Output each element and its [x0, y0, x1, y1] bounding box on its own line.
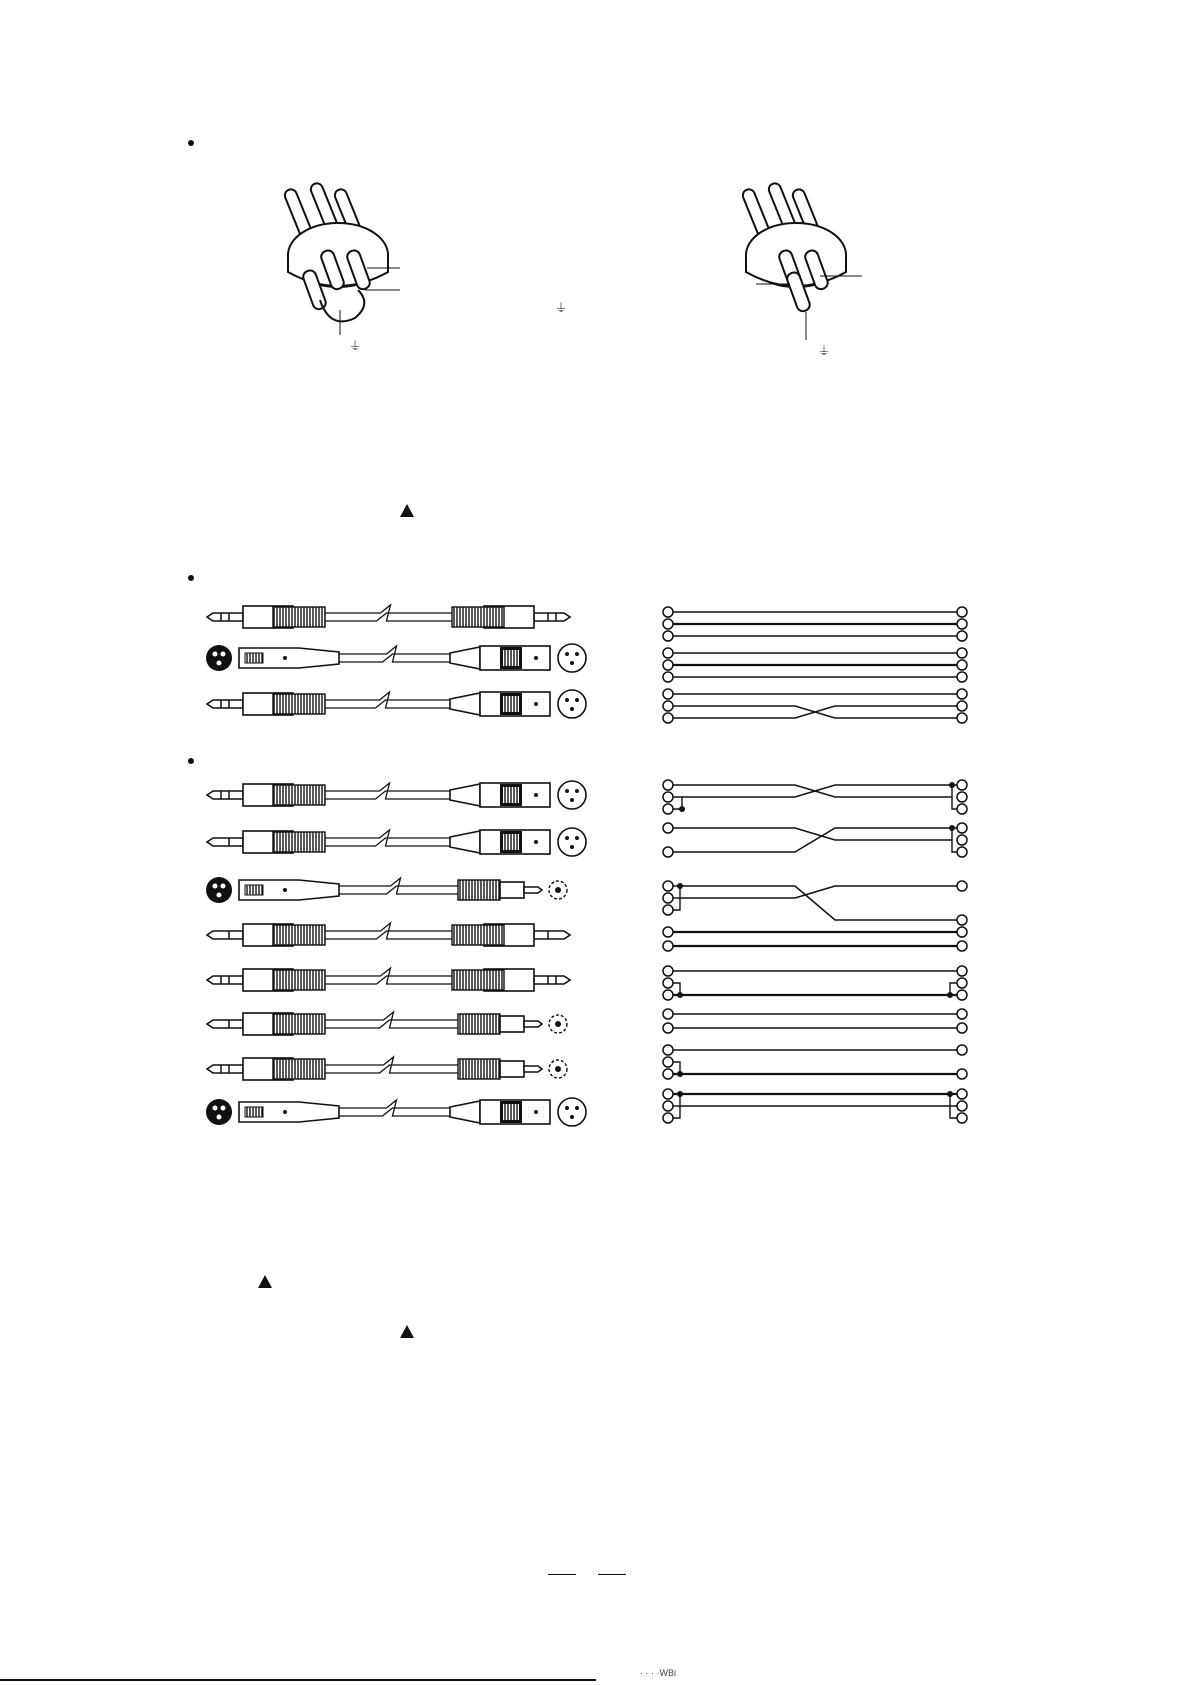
- junction-dot: [947, 1091, 953, 1097]
- terminal: [663, 1069, 673, 1079]
- terminal: [663, 1009, 673, 1019]
- ground-symbol-right: ⏚: [818, 344, 831, 358]
- wiring-b7: [663, 1089, 967, 1123]
- terminal: [663, 881, 673, 891]
- terminal: [957, 792, 967, 802]
- ts-jack-plug: [207, 831, 325, 853]
- ground-symbol-left: ⏚: [349, 339, 362, 353]
- cable-b6: [207, 1057, 567, 1080]
- wire: [668, 886, 962, 898]
- xlr-male-plug: [450, 644, 586, 672]
- cable-b4: [207, 968, 570, 991]
- wire: [668, 785, 962, 797]
- terminal: [663, 905, 673, 915]
- terminal: [663, 672, 673, 682]
- ts-jack-plug: [207, 1013, 325, 1035]
- terminal: [663, 966, 673, 976]
- footer-mark: · · · ·WBi: [640, 1668, 676, 1678]
- terminal: [663, 689, 673, 699]
- plug-right-figure: [741, 182, 862, 340]
- terminal: [957, 835, 967, 845]
- wire: [668, 706, 962, 718]
- terminal: [957, 701, 967, 711]
- terminal: [663, 1057, 673, 1067]
- cable-a0: [207, 605, 570, 628]
- terminal: [663, 990, 673, 1000]
- cable-a2: [207, 690, 586, 718]
- terminal: [663, 1023, 673, 1033]
- terminal: [957, 1089, 967, 1099]
- terminal: [957, 847, 967, 857]
- trs-jack-plug: [452, 606, 570, 628]
- cable-b3: [207, 923, 570, 946]
- terminal: [663, 631, 673, 641]
- terminal: [957, 619, 967, 629]
- wiring-b2: [663, 881, 967, 925]
- terminal: [663, 780, 673, 790]
- cable-b0: [207, 781, 586, 809]
- xlr-male-plug: [450, 781, 586, 809]
- terminal: [663, 1045, 673, 1055]
- terminal: [663, 619, 673, 629]
- junction-dot: [949, 782, 955, 788]
- trs-jack-plug: [207, 693, 325, 715]
- terminal: [957, 648, 967, 658]
- ts-jack-plug: [452, 924, 570, 946]
- terminal: [663, 927, 673, 937]
- terminal: [663, 701, 673, 711]
- junction-dot: [949, 825, 955, 831]
- terminal: [957, 689, 967, 699]
- xlr-female-plug: [206, 1099, 339, 1125]
- terminal: [663, 713, 673, 723]
- wire: [668, 828, 952, 840]
- xlr-male-plug: [450, 690, 586, 718]
- ts-jack-plug: [207, 924, 325, 946]
- terminal: [957, 978, 967, 988]
- rca-plug: [458, 1014, 567, 1034]
- terminal: [957, 1009, 967, 1019]
- wire: [668, 886, 962, 920]
- terminal: [957, 631, 967, 641]
- terminal: [957, 915, 967, 925]
- page-number-dash-right: [598, 1574, 626, 1575]
- terminal: [957, 660, 967, 670]
- cable-b5: [207, 1012, 567, 1035]
- cable-a1: [206, 644, 586, 672]
- rca-plug: [458, 880, 567, 900]
- trs-jack-plug: [452, 969, 570, 991]
- trs-jack-plug: [207, 969, 325, 991]
- junction-dot: [677, 992, 683, 998]
- wiring-b0: [663, 780, 967, 814]
- plug-left-figure: [283, 182, 400, 335]
- terminal: [663, 1113, 673, 1123]
- wiring-b1: [663, 823, 967, 857]
- wire: [668, 785, 952, 797]
- terminal: [663, 941, 673, 951]
- wiring-b5: [663, 1009, 967, 1033]
- terminal: [957, 672, 967, 682]
- terminal: [957, 881, 967, 891]
- rca-plug: [458, 1059, 567, 1079]
- terminal: [663, 1101, 673, 1111]
- terminal: [957, 966, 967, 976]
- trs-jack-plug: [207, 1058, 325, 1080]
- xlr-female-plug: [206, 645, 339, 671]
- terminal: [663, 1089, 673, 1099]
- page-number-dash-left: [548, 1574, 576, 1575]
- terminal: [663, 893, 673, 903]
- terminal: [957, 1045, 967, 1055]
- terminal: [957, 823, 967, 833]
- xlr-female-plug: [206, 877, 339, 903]
- xlr-male-plug: [450, 828, 586, 856]
- terminal: [957, 927, 967, 937]
- wiring-a2: [663, 689, 967, 723]
- wiring-b3: [663, 927, 967, 951]
- terminal: [957, 804, 967, 814]
- terminal: [663, 648, 673, 658]
- terminal: [663, 847, 673, 857]
- terminal: [663, 792, 673, 802]
- cable-b2: [206, 877, 567, 903]
- junction-dot: [677, 1071, 683, 1077]
- terminal: [957, 1113, 967, 1123]
- trs-jack-plug: [207, 606, 325, 628]
- trs-jack-plug: [207, 784, 325, 806]
- wiring-b6: [663, 1045, 967, 1079]
- terminal: [957, 1101, 967, 1111]
- terminal: [957, 780, 967, 790]
- terminal: [663, 978, 673, 988]
- junction-dot: [677, 883, 683, 889]
- cable-b7: [206, 1098, 586, 1126]
- wiring-a0: [663, 607, 967, 641]
- cable-b1: [207, 828, 586, 856]
- terminal: [957, 990, 967, 1000]
- terminal: [957, 607, 967, 617]
- terminal: [957, 713, 967, 723]
- terminal: [663, 607, 673, 617]
- junction-dot: [947, 992, 953, 998]
- wiring-a1: [663, 648, 967, 682]
- junction-dot: [677, 1091, 683, 1097]
- footer-rule: [0, 1679, 596, 1681]
- terminal: [663, 660, 673, 670]
- wiring-b4: [663, 966, 967, 1000]
- xlr-male-plug: [450, 1098, 586, 1126]
- ground-symbol-middle: ⏚: [555, 301, 568, 315]
- terminal: [663, 804, 673, 814]
- terminal: [663, 823, 673, 833]
- terminal: [957, 941, 967, 951]
- terminal: [957, 1023, 967, 1033]
- terminal: [957, 1069, 967, 1079]
- junction-dot: [679, 806, 685, 812]
